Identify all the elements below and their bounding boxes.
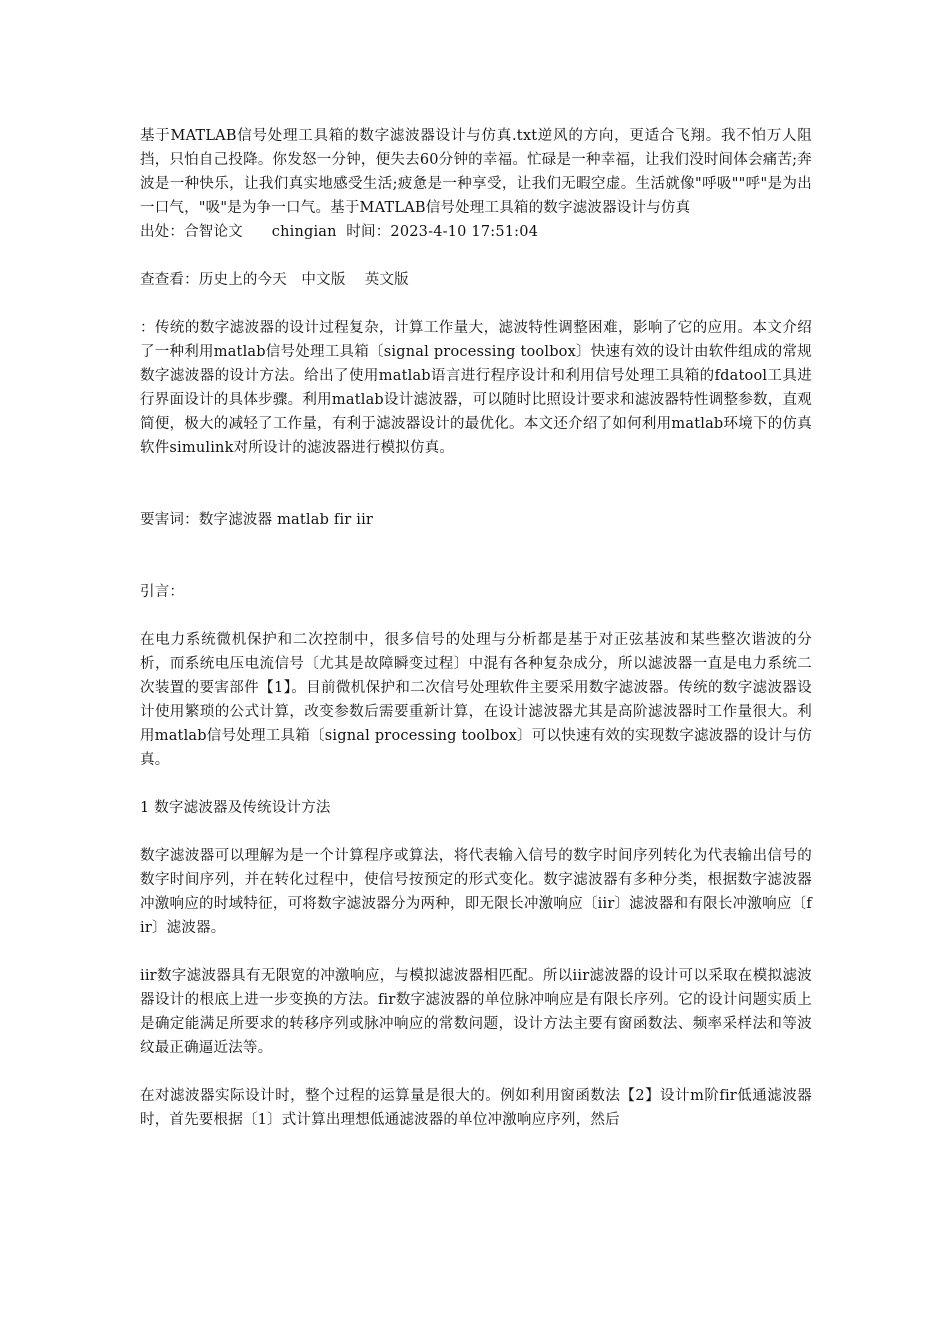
spacer xyxy=(140,820,812,844)
spacer xyxy=(140,772,812,796)
source-line xyxy=(140,220,812,244)
spacer xyxy=(140,604,812,628)
spacer xyxy=(140,292,812,316)
spacer xyxy=(140,460,812,508)
intro-paragraph: 基于MATLAB信号处理工具箱的数字滤波器设计与仿真.txt逆风的方向，更适合飞翔。我不怕万人阻挡，只怕自己投降。你发怒一分钟，便失去60分钟的幸福。忙碌是一种幸福，让我们没时间体会痛苦;奔波是一种快乐，让我们真实地感受生活;疲惫是一种享受，让我们无暇空虚。生活就像"呼吸""呼"是为出一口气，"吸"是为争一口气。基于MATLAB信号处理工具箱的数字滤波器设计与仿真 xyxy=(140,128,812,216)
abstract-paragraph: ：传统的数字滤波器的设计过程复杂，计算工作量大，滤波特性调整困难，影响了它的应用。本文介绍了一种利用matlab信号处理工具箱〔signal processing toolbox〕快速有效的设计由软件组成的常规数字滤波器的设计方法。给出了使用matlab语言进行程序设计和利用信号处理工具箱的fdatool工具进行界面设计的具体步骤。利用matlab设计滤波器，可以随时比照设计要求和滤波器特性调整参数，直观简便，极大的减轻了工作量，有利于滤波器设计的最优化。本文还介绍了如何利用matlab环境下的仿真软件simulink对所设计的滤波器进行模拟仿真。 xyxy=(140,320,812,456)
intro-heading: 引言： xyxy=(140,584,185,600)
spacer xyxy=(140,940,812,964)
view-line xyxy=(140,268,812,292)
paragraph-1: 在电力系统微机保护和二次控制中，很多信号的处理与分析都是基于对正弦基波和某些整次谐波的分析，而系统电压电流信号〔尤其是故障瞬变过程〕中混有各种复杂成分，所以滤波器一直是电力系统二次装置的要害部件【1】。目前微机保护和二次信号处理软件主要采用数字滤波器。传统的数字滤波器设计使用繁琐的公式计算，改变参数后需要重新计算，在设计滤波器尤其是高阶滤波器时工作量很大。利用matlab信号处理工具箱〔signal processing toolbox〕可以快速有效的实现数字滤波器的设计与仿真。 xyxy=(140,632,812,768)
keywords-line: 要害词：数字滤波器 matlab fir iir xyxy=(140,512,374,528)
section-1-heading: 1 数字滤波器及传统设计方法 xyxy=(140,800,331,816)
spacer xyxy=(140,532,812,580)
source-text: 出处：合智论文 chingian 时间：2023-4-10 17:51:04 xyxy=(140,224,539,240)
spacer xyxy=(140,244,812,268)
document-body xyxy=(140,124,812,1132)
spacer xyxy=(140,1060,812,1084)
paragraph-2: 数字滤波器可以理解为是一个计算程序或算法，将代表输入信号的数字时间序列转化为代表输出信号的数字时间序列，并在转化过程中，使信号按预定的形式变化。数字滤波器有多种分类，根据数字滤波器冲激响应的时域特征，可将数字滤波器分为两种，即无限长冲激响应〔iir〕滤波器和有限长冲激响应〔fir〕滤波器。 xyxy=(140,848,812,936)
paragraph-3: iir数字滤波器具有无限宽的冲激响应，与模拟滤波器相匹配。所以iir滤波器的设计可以采取在模拟滤波器设计的根底上进一步变换的方法。fir数字滤波器的单位脉冲响应是有限长序列。它的设计问题实质上是确定能满足所要求的转移序列或脉冲响应的常数问题，设计方法主要有窗函数法、频率采样法和等波纹最正确逼近法等。 xyxy=(140,968,812,1056)
paragraph-4: 在对滤波器实际设计时，整个过程的运算量是很大的。例如利用窗函数法【2】设计m阶fir低通滤波器时，首先要根据〔1〕式计算出理想低通滤波器的单位冲激响应序列，然后 xyxy=(140,1088,812,1128)
view-text: 查查看：历史上的今天 中文版 英文版 xyxy=(140,272,409,288)
